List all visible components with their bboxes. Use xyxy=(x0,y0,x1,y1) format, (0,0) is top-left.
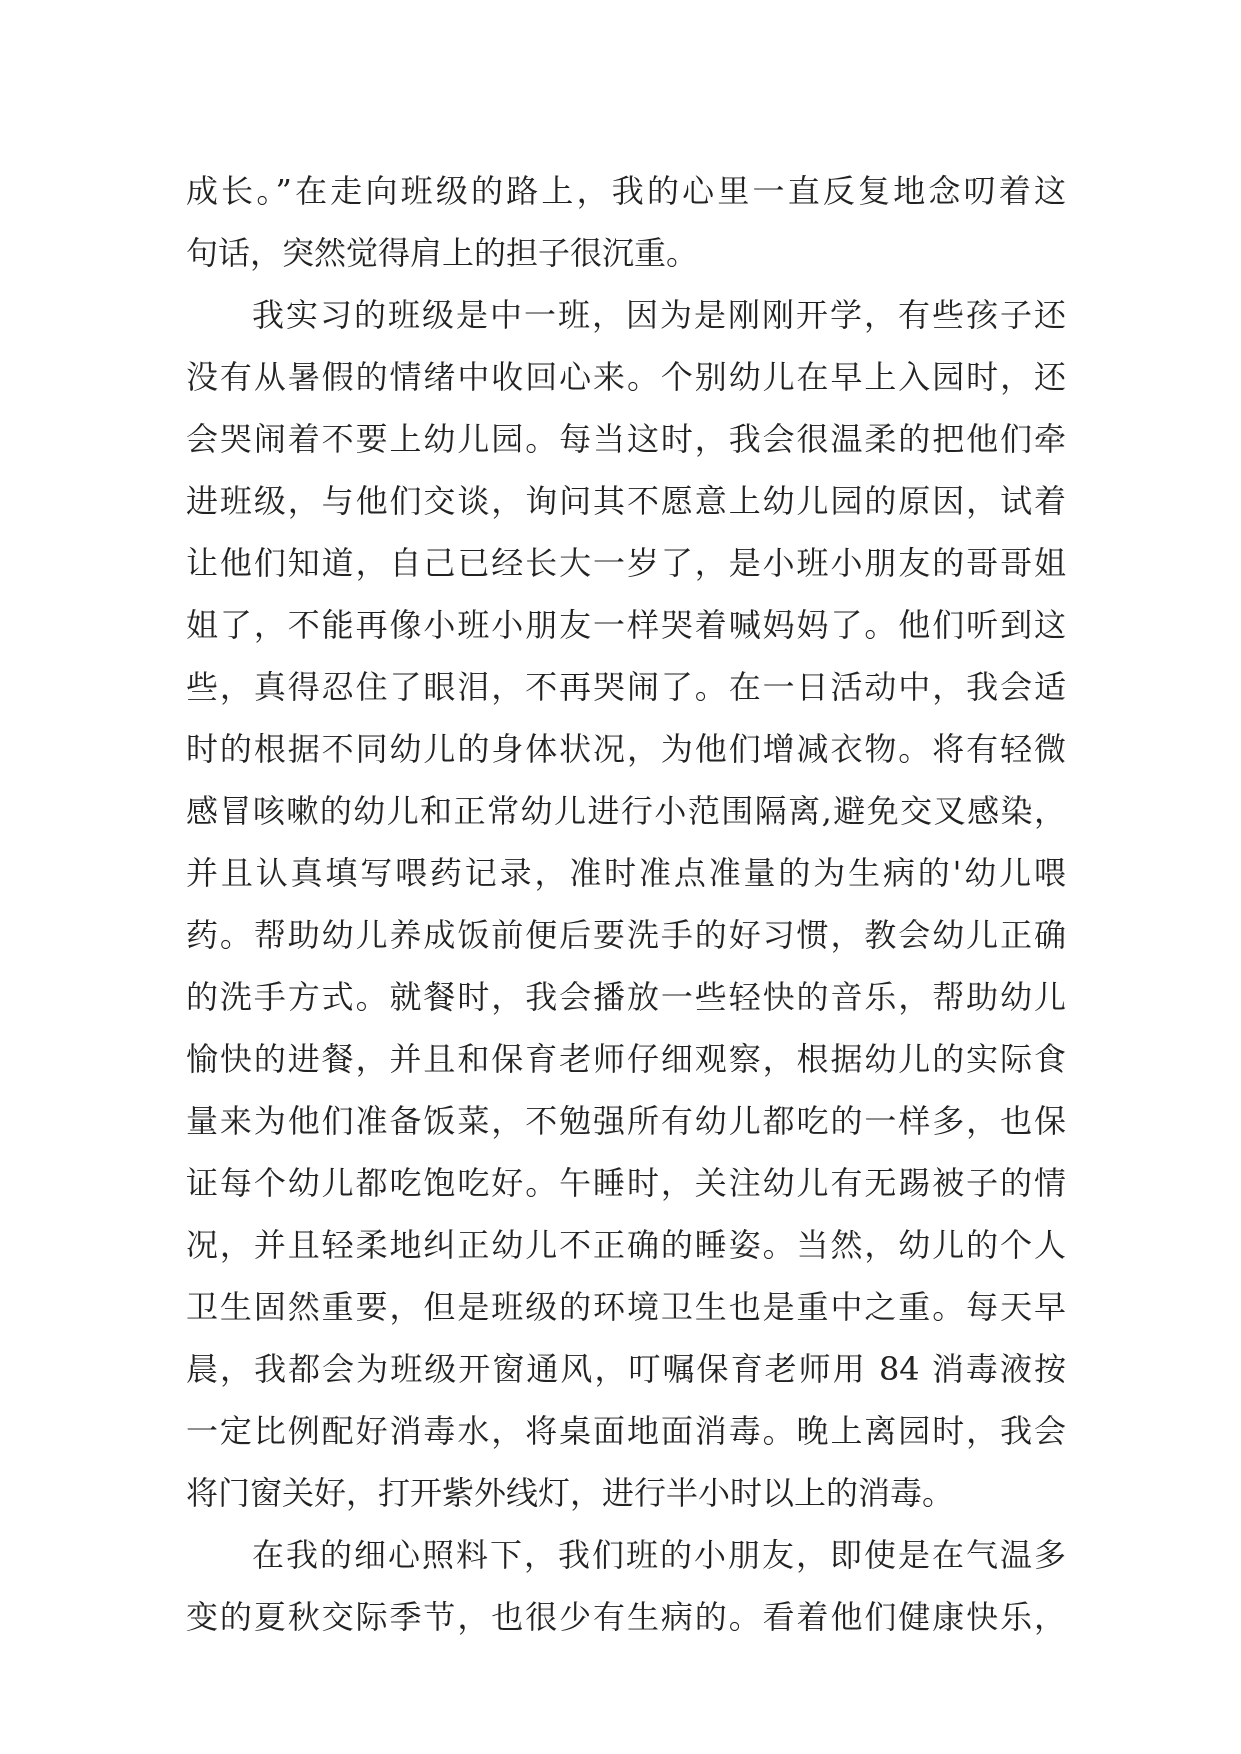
text-line: 愉快的进餐，并且和保育老师仔细观察，根据幼儿的实际食 xyxy=(186,1040,1066,1078)
text-line: 时的根据不同幼儿的身体状况，为他们增减衣物。将有轻微 xyxy=(186,730,1066,768)
text-line: 些，真得忍住了眼泪，不再哭闹了。在一日活动中，我会适 xyxy=(186,668,1066,706)
text-line: 让他们知道，自己已经长大一岁了，是小班小朋友的哥哥姐 xyxy=(186,544,1066,582)
text-line: 姐了，不能再像小班小朋友一样哭着喊妈妈了。他们听到这 xyxy=(186,606,1066,644)
text-line: 我实习的班级是中一班，因为是刚刚开学，有些孩子还 xyxy=(252,296,1066,334)
text-line: 变的夏秋交际季节，也很少有生病的。看着他们健康快乐， xyxy=(186,1598,1066,1636)
text-line: 成长。”在走向班级的路上，我的心里一直反复地念叨着这 xyxy=(186,172,1066,210)
text-line: 会哭闹着不要上幼儿园。每当这时，我会很温柔的把他们牵 xyxy=(186,420,1066,458)
text-line: 药。帮助幼儿养成饭前便后要洗手的好习惯，教会幼儿正确 xyxy=(186,916,1066,954)
text-line: 进班级，与他们交谈，询问其不愿意上幼儿园的原因，试着 xyxy=(186,482,1066,520)
text-line: 况，并且轻柔地纠正幼儿不正确的睡姿。当然，幼儿的个人 xyxy=(186,1226,1066,1264)
body-text xyxy=(186,160,1066,1648)
text-line: 句话，突然觉得肩上的担子很沉重。 xyxy=(186,234,699,272)
text-line: 一定比例配好消毒水，将桌面地面消毒。晚上离园时，我会 xyxy=(186,1412,1066,1450)
text-line: 将门窗关好，打开紫外线灯，进行半小时以上的消毒。 xyxy=(186,1474,955,1512)
text-line: 证每个幼儿都吃饱吃好。午睡时，关注幼儿有无踢被子的情 xyxy=(186,1164,1066,1202)
text-line: 感冒咳嗽的幼儿和正常幼儿进行小范围隔离,避免交叉感染， xyxy=(186,792,1066,830)
text-line: 并且认真填写喂药记录，准时准点准量的为生病的'幼儿喂 xyxy=(186,854,1066,892)
text-line: 没有从暑假的情绪中收回心来。个别幼儿在早上入园时，还 xyxy=(186,358,1066,396)
text-line: 在我的细心照料下，我们班的小朋友，即使是在气温多 xyxy=(252,1536,1066,1574)
text-line: 晨，我都会为班级开窗通风，叮嘱保育老师用 84 消毒液按 xyxy=(186,1350,1066,1388)
text-line: 的洗手方式。就餐时，我会播放一些轻快的音乐，帮助幼儿 xyxy=(186,978,1066,1016)
text-line: 量来为他们准备饭菜，不勉强所有幼儿都吃的一样多，也保 xyxy=(186,1102,1066,1140)
text-line: 卫生固然重要，但是班级的环境卫生也是重中之重。每天早 xyxy=(186,1288,1066,1326)
